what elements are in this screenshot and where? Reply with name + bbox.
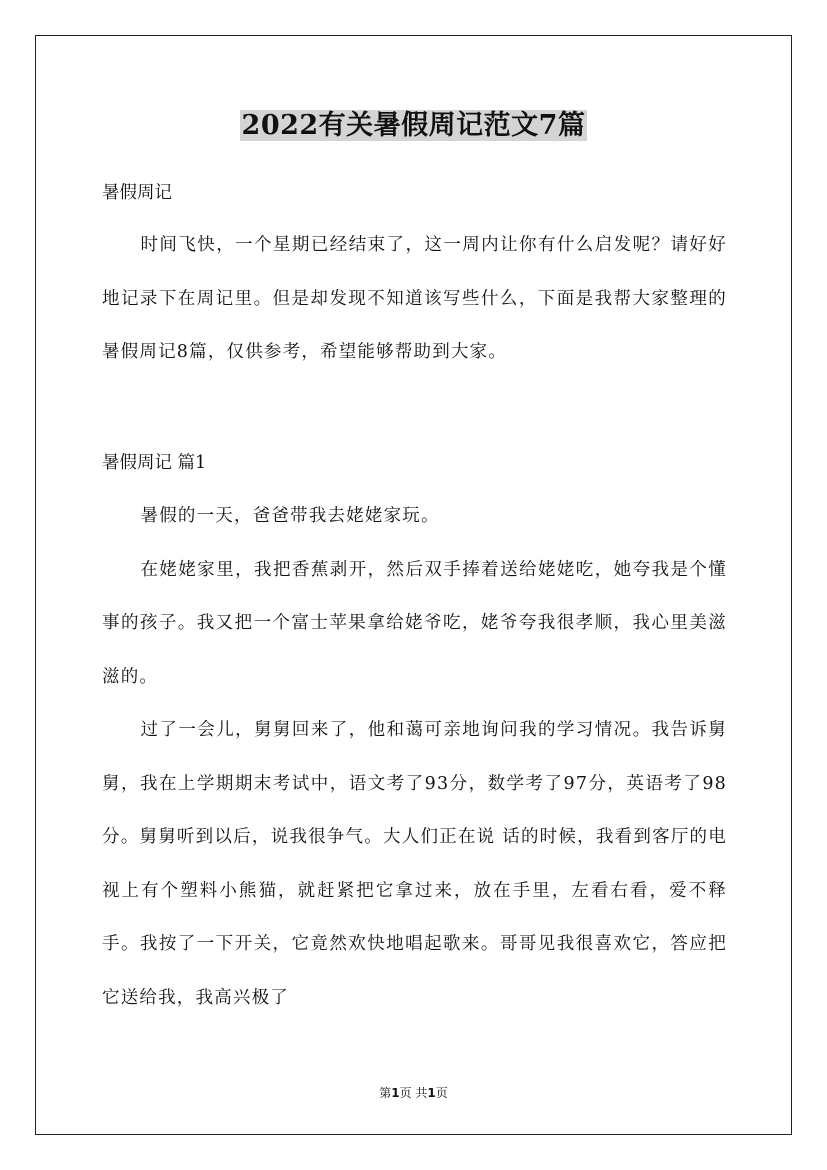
title-text: 2022有关暑假周记范文7篇 — [241, 110, 586, 141]
document-title — [0, 104, 827, 145]
footer-suffix: 页 — [435, 1086, 448, 1100]
section-1-paragraph-2: 在姥姥家里，我把香蕉剥开，然后双手捧着送给姥姥吃，她夸我是个懂事的孩子。我又把一个富士苹果拿给姥爷吃，姥爷夸我很孝顺，我心里美滋滋的。 — [102, 559, 727, 687]
footer-mid: 页 共 — [399, 1086, 428, 1100]
intro-paragraph: 时间飞快，一个星期已经结束了，这一周内让你有什么启发呢？请好好地记录下在周记里。但是却发现不知道该写些什么，下面是我帮大家整理的暑假周记8篇，仅供参考，希望能够帮助到大家。 — [102, 235, 727, 362]
footer-current-page: 1 — [391, 1086, 400, 1100]
intro-section — [102, 219, 727, 380]
footer-prefix: 第 — [379, 1086, 392, 1100]
intro-heading: 暑假周记 — [102, 183, 172, 203]
section-1-paragraph-1: 暑假的一天，爸爸带我去姥姥家玩。 — [140, 506, 440, 526]
footer-total-pages: 1 — [427, 1086, 436, 1100]
page-footer — [0, 1084, 827, 1101]
section-1-paragraph-3: 过了一会儿，舅舅回来了，他和蔼可亲地询问我的学习情况。我告诉舅舅，我在上学期期末考试中，语文考了93分，数学考了97分，英语考了98分。舅舅听到以后，说我很争气。大人们正在说 话的时候，我看到客厅的电视上有个塑料小熊猫，就赶紧把它拿过来，放在手里，左看右看，爱不释手。我按了一下开关，它竟然欢快地唱起歌来。哥哥见我很喜欢它，答应把它送给我，我高兴极了 — [102, 720, 727, 1008]
section-1-heading: 暑假周记 篇1 — [102, 453, 207, 473]
section-1-body — [102, 490, 727, 1025]
